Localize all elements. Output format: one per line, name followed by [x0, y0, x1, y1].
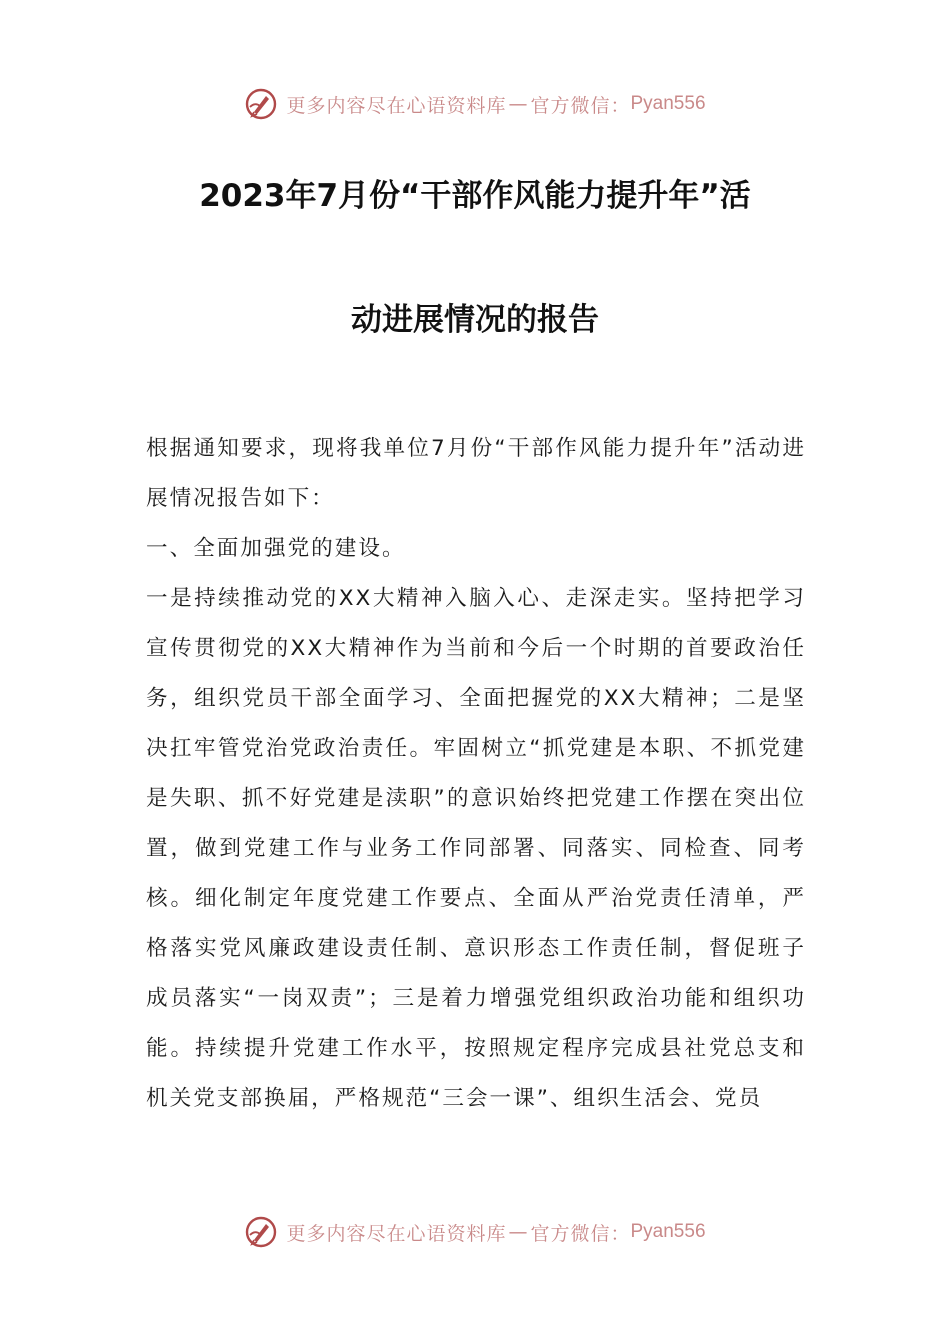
paragraph-intro: 根据通知要求，现将我单位7月份“干部作风能力提升年”活动进展情况报告如下： [146, 436, 806, 511]
watermark-text: 更多内容尽在心语资料库 [286, 94, 507, 117]
pen-nib-logo-icon [244, 1215, 278, 1249]
document-title-line-1: 2023年7月份“干部作风能力提升年”活 [199, 178, 751, 214]
pen-nib-logo-icon [244, 87, 278, 121]
section-heading: 一、全面加强党的建设。 [146, 536, 406, 561]
watermark-label: 官方微信： [530, 1222, 631, 1245]
watermark-separator: — [508, 93, 529, 115]
watermark-id: Pyan556 [630, 93, 706, 114]
watermark-label: 官方微信： [530, 94, 631, 117]
paragraph-party-building: 一是持续推动党的XX大精神入脑入心、走深走实。坚持把学习宣传贯彻党的XX大精神作为当前和今后一个时期的首要政治任务，组织党员干部全面学习、全面把握党的XX大精神；二是坚决扛牢管党治党政治责任。牢固树立“抓党建是本职、不抓党建是失职、抓不好党建是渎职”的意识始终把党建工作摆在突出位置，做到党建工作与业务工作同部署、同落实、同检查、同考核。细化制定年度党建工作要点、全面从严治党责任清单，严格落实党风廉政建设责任制、意识形态工作责任制，督促班子成员落实“一岗双责”；三是着力增强党组织政治功能和组织功能。持续提升党建工作水平，按照规定程序完成县社党总支和机关党支部换届，严格规范“三会一课”、组织生活会、党员 [146, 586, 806, 1111]
watermark-id: Pyan556 [630, 1221, 706, 1242]
footer-watermark [0, 1212, 950, 1252]
watermark-separator: — [508, 1221, 529, 1243]
watermark-text: 更多内容尽在心语资料库 [286, 1222, 507, 1245]
document-title-line-2: 动进展情况的报告 [351, 302, 599, 338]
header-watermark [0, 84, 950, 124]
document-body [146, 424, 806, 1124]
